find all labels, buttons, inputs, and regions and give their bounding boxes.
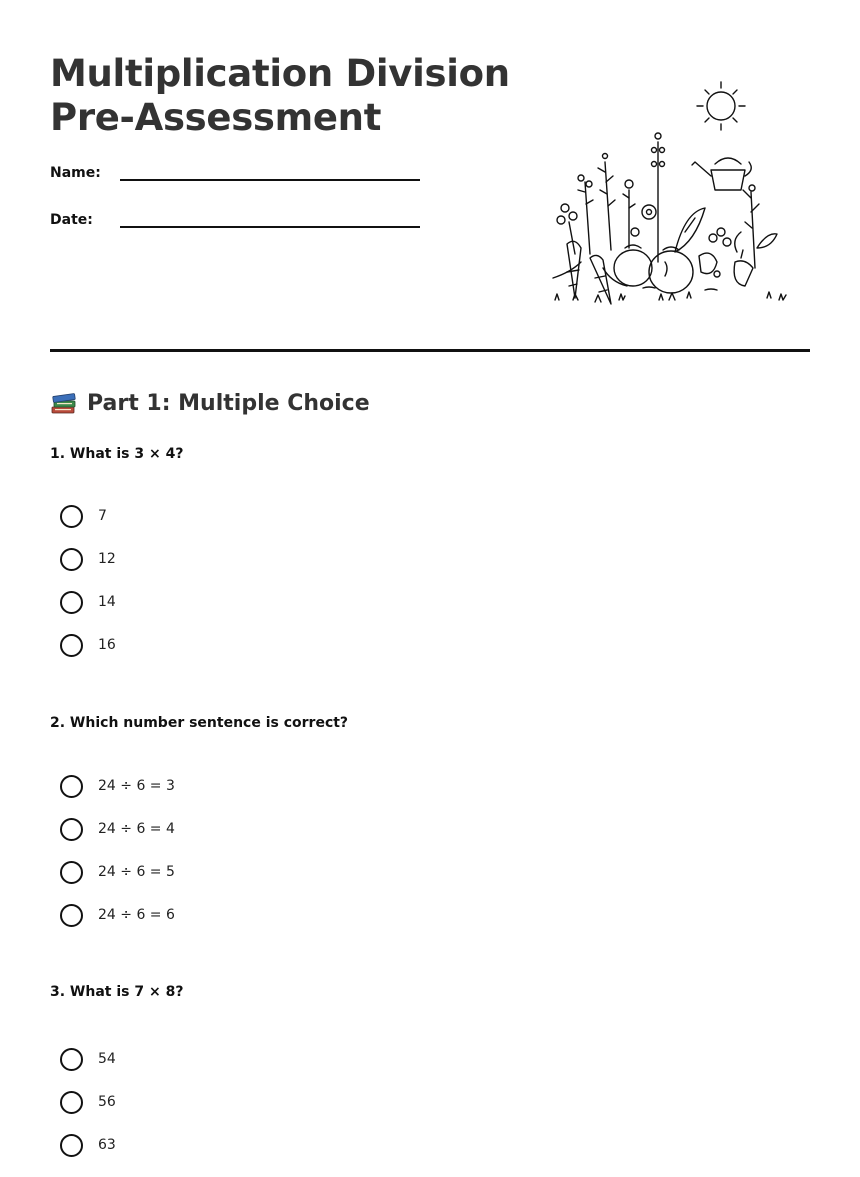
answer-option[interactable] <box>60 548 116 591</box>
answer-option-label: 12 <box>98 551 116 567</box>
answer-option-label: 54 <box>98 1051 116 1067</box>
question-text: 1. What is 3 × 4? <box>50 446 184 462</box>
garden-vegetables-illustration <box>545 72 800 312</box>
answer-option-label: 24 ÷ 6 = 5 <box>98 864 175 880</box>
radio-button[interactable] <box>60 548 83 571</box>
question-text: 2. Which number sentence is correct? <box>50 715 349 731</box>
answer-options <box>60 505 116 677</box>
radio-button[interactable] <box>60 1091 83 1114</box>
radio-button[interactable] <box>60 775 83 798</box>
name-label: Name: <box>50 165 101 181</box>
flower-cluster <box>557 204 731 254</box>
answer-option-label: 24 ÷ 6 = 6 <box>98 907 175 923</box>
answer-option[interactable] <box>60 1048 116 1091</box>
section-heading-text: Part 1: Multiple Choice <box>87 390 370 416</box>
answer-options <box>60 775 175 947</box>
radio-button[interactable] <box>60 505 83 528</box>
header-divider <box>50 349 810 352</box>
answer-option-label: 14 <box>98 594 116 610</box>
name-field[interactable] <box>50 165 420 191</box>
answer-option[interactable] <box>60 1091 116 1134</box>
radio-button[interactable] <box>60 818 83 841</box>
answer-option[interactable] <box>60 591 116 634</box>
answer-option[interactable] <box>60 904 175 947</box>
name-underline[interactable] <box>120 179 420 181</box>
answer-option-label: 56 <box>98 1094 116 1110</box>
small-vegetables <box>699 253 720 277</box>
radio-button[interactable] <box>60 634 83 657</box>
answer-option-label: 24 ÷ 6 = 4 <box>98 821 175 837</box>
title-line-2: Pre-Assessment <box>50 96 382 139</box>
question-1 <box>50 446 810 653</box>
date-label: Date: <box>50 212 93 228</box>
books-icon <box>50 389 78 417</box>
answer-option[interactable] <box>60 634 116 677</box>
answer-option[interactable] <box>60 818 175 861</box>
answer-option-label: 24 ÷ 6 = 3 <box>98 778 175 794</box>
answer-option-label: 7 <box>98 508 107 524</box>
answer-option[interactable] <box>60 775 175 818</box>
answer-option[interactable] <box>60 1134 116 1177</box>
radio-button[interactable] <box>60 1048 83 1071</box>
answer-option-label: 63 <box>98 1137 116 1153</box>
radio-button[interactable] <box>60 904 83 927</box>
radio-button[interactable] <box>60 1134 83 1157</box>
date-underline[interactable] <box>120 226 420 228</box>
question-2 <box>50 715 810 923</box>
watering-can-icon <box>692 158 751 190</box>
answer-options <box>60 1048 116 1177</box>
question-3 <box>50 984 810 1153</box>
page-title <box>50 52 510 140</box>
date-field[interactable] <box>50 212 420 238</box>
answer-option[interactable] <box>60 861 175 904</box>
answer-option-label: 16 <box>98 637 116 653</box>
pepper <box>734 250 753 286</box>
sun-icon <box>697 82 745 130</box>
question-text: 3. What is 7 × 8? <box>50 984 184 1000</box>
radio-button[interactable] <box>60 591 83 614</box>
radio-button[interactable] <box>60 861 83 884</box>
section-heading <box>50 389 370 417</box>
grass <box>555 287 786 302</box>
title-line-1: Multiplication Division <box>50 52 510 95</box>
answer-option[interactable] <box>60 505 116 548</box>
